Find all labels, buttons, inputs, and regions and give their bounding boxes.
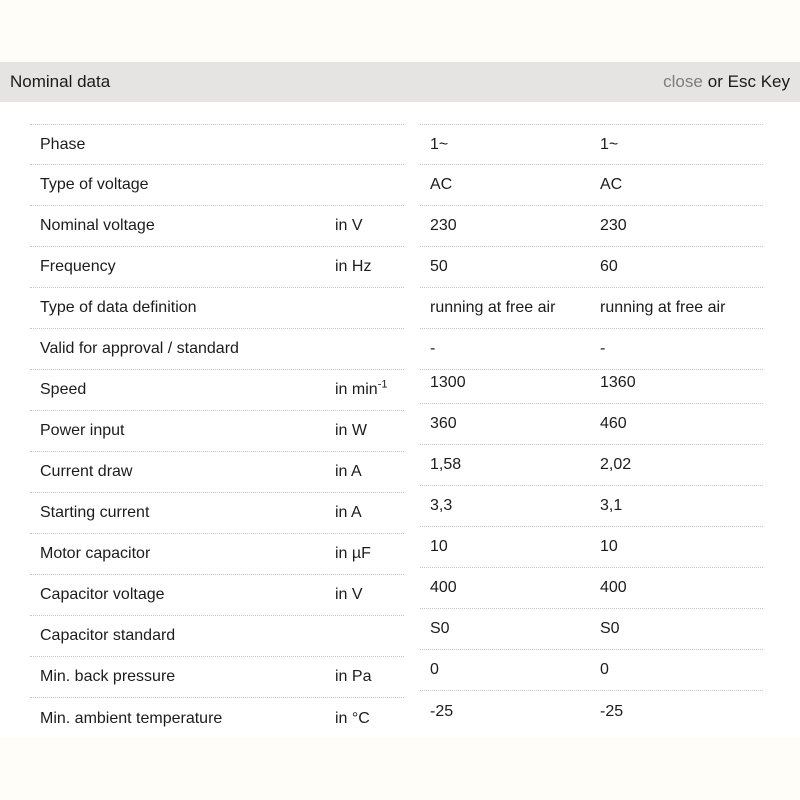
table-value-columns: [420, 124, 763, 739]
row-value-1: 10: [430, 538, 448, 555]
table-row-values: [420, 691, 763, 732]
row-value-1: -25: [430, 702, 454, 720]
row-value-1: 1300: [430, 374, 466, 391]
row-value-1: S0: [430, 620, 450, 637]
row-value-2: 1~: [600, 135, 619, 153]
table-row: [30, 452, 404, 493]
dialog-close-controls: [663, 72, 790, 92]
table-row-values: [420, 288, 763, 329]
page-title: Nominal data: [10, 72, 111, 91]
table-row-values: [420, 568, 763, 609]
row-unit: in W: [335, 422, 367, 439]
row-value-2: 1360: [600, 374, 636, 391]
row-unit: in °C: [335, 709, 370, 727]
row-label: Type of data definition: [40, 299, 197, 316]
row-value-1: -: [430, 340, 436, 357]
row-unit: in Pa: [335, 668, 372, 685]
row-value-1: 400: [430, 579, 457, 596]
row-unit: in $\min^{-1}$: [335, 378, 388, 398]
table-row-values: [420, 445, 763, 486]
row-value-1: 1~: [430, 135, 449, 153]
table-row-values: [420, 165, 763, 206]
table-row-values: [420, 609, 763, 650]
row-unit: in V: [335, 586, 363, 603]
row-value-2: 0: [600, 661, 609, 678]
row-value-2: S0: [600, 620, 620, 637]
row-unit: in µF: [335, 545, 371, 562]
row-label: Min. ambient temperature: [40, 709, 223, 727]
row-unit: in A: [335, 504, 362, 521]
row-value-2: running at free air: [600, 299, 726, 316]
row-value-2: 230: [600, 217, 627, 234]
row-label: Motor capacitor: [40, 545, 151, 562]
row-value-2: 3,1: [600, 497, 623, 514]
row-label: Current draw: [40, 463, 133, 480]
row-value-2: 60: [600, 258, 618, 275]
row-unit: in Hz: [335, 258, 372, 275]
table-row-values: [420, 404, 763, 445]
unit-superscript: -1: [377, 378, 388, 391]
nominal-data-table: [30, 124, 763, 739]
dialog-title-bar: [0, 62, 800, 102]
table-row: [30, 206, 404, 247]
table-row: [30, 411, 404, 452]
table-row-values: [420, 206, 763, 247]
row-label: Speed: [40, 381, 87, 398]
esc-key-hint: or Esc Key: [707, 72, 790, 91]
row-value-2: AC: [600, 176, 623, 193]
close-link[interactable]: close: [663, 72, 703, 91]
row-unit: in V: [335, 217, 363, 234]
table-row: [30, 329, 404, 370]
row-label: Min. back pressure: [40, 668, 176, 685]
row-label: Phase: [40, 135, 86, 153]
row-label: Nominal voltage: [40, 217, 155, 234]
row-value-2: 2,02: [600, 456, 632, 473]
table-row: [30, 534, 404, 575]
table-row: [30, 165, 404, 206]
row-value-1: 50: [430, 258, 448, 275]
table-row: [30, 575, 404, 616]
table-row-values: [420, 527, 763, 568]
row-label: Valid for approval / standard: [40, 340, 239, 357]
row-value-1: 360: [430, 415, 457, 432]
table-row: [30, 698, 404, 739]
table-row: [30, 124, 404, 165]
table-row: [30, 657, 404, 698]
table-row: [30, 493, 404, 534]
table-row-values: [420, 650, 763, 691]
row-label: Frequency: [40, 258, 116, 275]
row-value-1: AC: [430, 176, 453, 193]
row-value-2: 460: [600, 415, 627, 432]
table-row-values: [420, 247, 763, 288]
row-label: Starting current: [40, 504, 150, 521]
row-value-2: -25: [600, 702, 624, 720]
table-row: [30, 370, 404, 411]
row-value-1: 3,3: [430, 497, 453, 514]
row-label: Power input: [40, 422, 125, 439]
row-value-2: 10: [600, 538, 618, 555]
row-label: Capacitor voltage: [40, 586, 165, 603]
row-value-1: 230: [430, 217, 457, 234]
table-row: [30, 247, 404, 288]
row-label: Capacitor standard: [40, 627, 176, 644]
row-value-1: 1,58: [430, 456, 462, 473]
table-label-unit-columns: [30, 124, 404, 739]
row-value-2: -: [600, 340, 606, 357]
row-value-1: 0: [430, 661, 439, 678]
row-value-1: running at free air: [430, 299, 556, 316]
table-row-values: [420, 486, 763, 527]
row-value-2: 400: [600, 579, 627, 596]
table-row-values: [420, 124, 763, 165]
table-row: [30, 616, 404, 657]
table-row-values: [420, 363, 763, 404]
row-unit: in A: [335, 463, 362, 480]
row-label: Type of voltage: [40, 176, 149, 193]
table-row: [30, 288, 404, 329]
